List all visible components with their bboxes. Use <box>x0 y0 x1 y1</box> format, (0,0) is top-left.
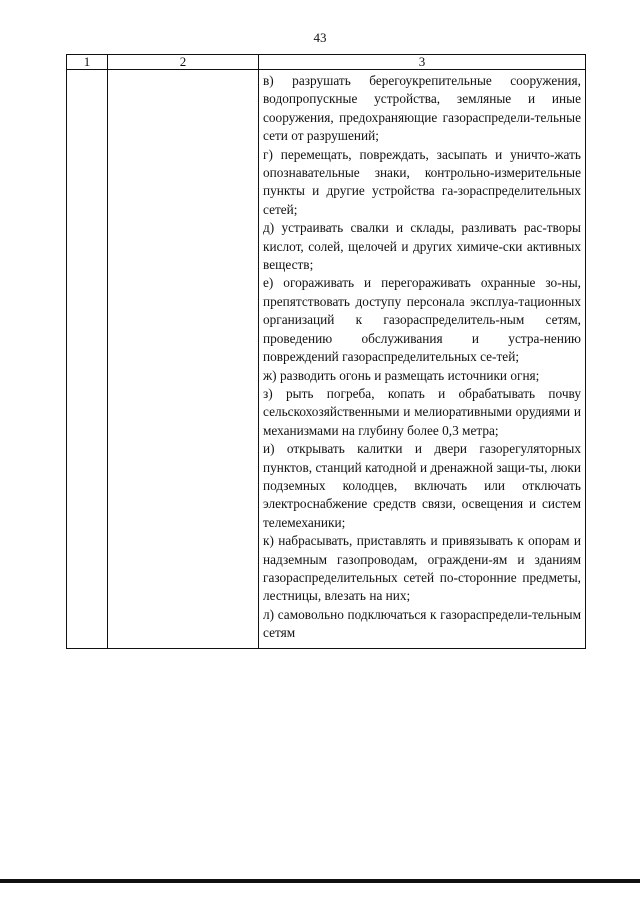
list-item: л) самовольно подключаться к газораспредели-тельным сетям <box>263 606 581 641</box>
header-col-1: 1 <box>67 55 108 70</box>
cell-col-3 <box>259 70 586 649</box>
table-row <box>67 70 586 649</box>
list-item: и) открывать калитки и двери газорегуляторных пунктов, станций катодной и дренажной защи-ты, люки подземных колодцев, включать или отключать электроснабжение средств связи, освещения и систем телемеханики; <box>263 441 581 530</box>
header-col-3: 3 <box>259 55 586 70</box>
cell-col-1 <box>67 70 108 649</box>
bottom-rule <box>0 879 640 883</box>
table-header-row <box>67 55 586 70</box>
list-item: в) разрушать берегоукрепительные сооружения, водопропускные устройства, земляные и иные сооружения, предохраняющие газораспредели-тельные сети от разрушений; <box>263 73 581 144</box>
page-number: 43 <box>313 30 327 45</box>
list-item: е) огораживать и перегораживать охранные зо-ны, препятствовать доступу персонала эксплуа-тационных организаций к газораспределитель-ным сетям, проведению обслуживания и устра-нению повреждений газораспределительных се-тей; <box>263 275 581 365</box>
list-item: г) перемещать, повреждать, засыпать и уничто-жать опознавательные знаки, контрольно-измерительные пункты и другие устройства га-зораспределительных сетей; <box>263 146 581 217</box>
list-item: к) набрасывать, приставлять и привязывать к опорам и надземным газопроводам, ограждени-ям и зданиям газораспределительных сетей по-сторонние предметы, лестницы, влезать на них; <box>263 533 581 604</box>
list-item: д) устраивать свалки и склады, разливать рас-творы кислот, солей, щелочей и других химиче-ски активных веществ; <box>263 220 581 273</box>
cell-text <box>259 70 585 643</box>
cell-col-2 <box>108 70 259 649</box>
header-col-2: 2 <box>108 55 259 70</box>
document-table <box>66 54 586 649</box>
list-item: з) рыть погреба, копать и обрабатывать почву сельскохозяйственными и мелиоративными орудиями и механизмами на глубину более 0,3 метра; <box>263 385 581 438</box>
list-item: ж) разводить огонь и размещать источники огня; <box>263 367 540 383</box>
